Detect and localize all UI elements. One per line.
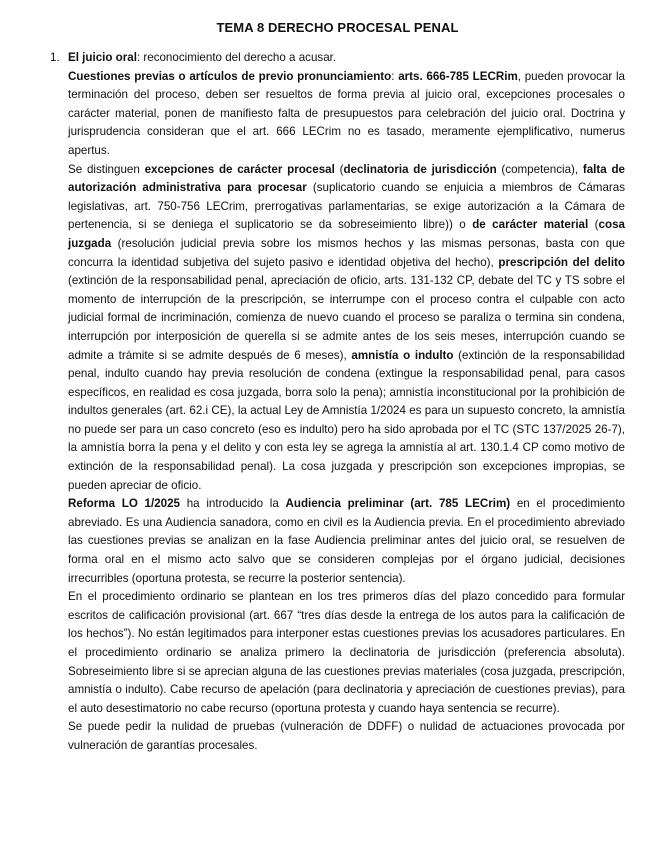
bold-term: prescripción del delito — [498, 255, 625, 269]
paragraph-procedimiento-ordinario: En el procedimiento ordinario se plantean en los tres primeros días del plazo concedido para formular escritos de calificación provisional (art. 667 “tres días desde la entrega de los autos para la calificación de los hechos”). No están legitimados para interponer estas cuestiones previas los acusadores particulares. En el procedimiento ordinario se analiza primero la declinatoria de jurisdicción (preferencia absoluta). Sobreseimiento libre si se aprecian alguna de las cuestiones previas materiales (cosa juzgada, prescripción, amnistía o indulto). Cabe recurso de apelación (para declinatoria y apreciación de cuestiones previas), para el auto desestimatorio no cabe recurso (oportuna protesta y cuando haya sentencia se recurre). — [68, 590, 625, 715]
bold-term: cosa juzgada — [68, 218, 625, 250]
text-run: ( — [334, 162, 344, 176]
bold-term: arts. 666-785 LECRim — [398, 69, 518, 83]
bold-term: declinatoria de jurisdicción — [343, 162, 497, 176]
bold-term: amnistía o indulto — [351, 348, 454, 362]
text-run: (resolución judicial previa sobre los mismos hechos y las mismas personas, basta con que concurra la identidad subjetiva del sujeto pasivo e identidad objetiva del hecho), — [68, 236, 625, 269]
text-run: (competencia), — [496, 162, 583, 176]
paragraph-excepciones — [68, 161, 625, 496]
text-run: : — [391, 69, 399, 83]
bold-term: Audiencia preliminar (art. 785 LECrim) — [285, 497, 511, 511]
text-run: : reconocimiento del derecho a acusar. — [136, 51, 337, 64]
text-run: ( — [588, 218, 599, 232]
text-run: ha introducido la — [180, 497, 286, 511]
paragraph-nulidad: Se puede pedir la nulidad de pruebas (vulneración de DDFF) o nulidad de actuaciones provocada por vulneración de garantías procesales. — [68, 720, 625, 752]
text-run: Se distinguen — [68, 162, 145, 176]
bold-term: de carácter material — [472, 218, 589, 232]
paragraph-reforma — [68, 495, 625, 588]
list-item-1 — [50, 49, 625, 756]
text-run: en el procedimiento abreviado. Es una Audiencia sanadora, como en civil es la Audiencia previa. En el procedimiento abreviado las cuestiones previas se analizan en la fase Audiencia preliminar antes del juicio oral, se resuelven de forma oral en el mismo acto salvo que se consideren complejas por el órgano judicial, decisiones irrecurribles (oportuna protesta, se recurre la posterior sentencia). — [68, 497, 625, 585]
bold-term: Cuestiones previas o artículos de previo pronunciamiento — [68, 69, 392, 83]
bold-term: falta de autorización administrativa para procesar — [68, 162, 626, 195]
document-title: TEMA 8 DERECHO PROCESAL PENAL — [216, 20, 459, 35]
bold-term: El juicio oral — [68, 51, 137, 64]
text-run: (suplicatorio cuando se enjuicia a miembros de Cámaras legislativas, art. 750-756 LECrim, prerrogativas parlamentarias, se exige autorización a la Cámara de pertenencia, si se deniega el suplicatorio se da sobreseimiento libre)) o — [68, 181, 626, 232]
paragraph-juicio-oral — [68, 49, 625, 68]
bold-term: excepciones de carácter procesal — [144, 162, 335, 176]
text-run: (extinción de la responsabilidad penal, apreciación de oficio, arts. 131-132 CP, debate del TC y TS sobre el momento de interrupción de la prescripción, se interrumpe con el proceso contra el culpable con acto judicial formal de incriminación, comienza de nuevo cuando el proceso se paraliza o termina sin condena, interrupción por interposición de querella si se admite antes de los seis meses, interrupción cuando se admite a trámite si se admite después de 6 meses), — [68, 274, 625, 362]
paragraph-cuestiones-previas — [68, 68, 625, 161]
text-run: (extinción de la responsabilidad penal, indulto cuando hay previa resolución de condena (extingue la responsabilidad penal, para casos específicos, en realidad es cosa juzgada, borra solo la pena); amnistía inconstitucional por la prohibición de indultos generales (art. 62.i CE), la actual Ley de Amnistía 1/2024 es para un supuesto concreto, la amnistía no puede ser para un caso concreto (eso es indulto) pero ha sido aprobada por el TC (STC 137/2025 26-7), la amnistía borra la pena y el delito y con esta ley se agrega la amnistía al art. 130.1.4 CP como motivo de extinción de la responsabilidad penal). La cosa juzgada y prescripción son excepciones impropias, se pueden apreciar de oficio. — [68, 348, 625, 492]
bold-term: Reforma LO 1/2025 — [68, 497, 181, 511]
list-item-number: 1. — [50, 51, 60, 64]
text-run: , pueden provocar la terminación del proceso, deben ser resueltos de forma previa al juicio oral, excepciones procesales o carácter material, ponen de manifiesto falta de presupuestos para celebración del juicio oral. Doctrina y jurisprudencia consideran que el art. 666 LECrim no es tasado, meramente ejemplificativo, numerus apertus. — [68, 69, 625, 157]
